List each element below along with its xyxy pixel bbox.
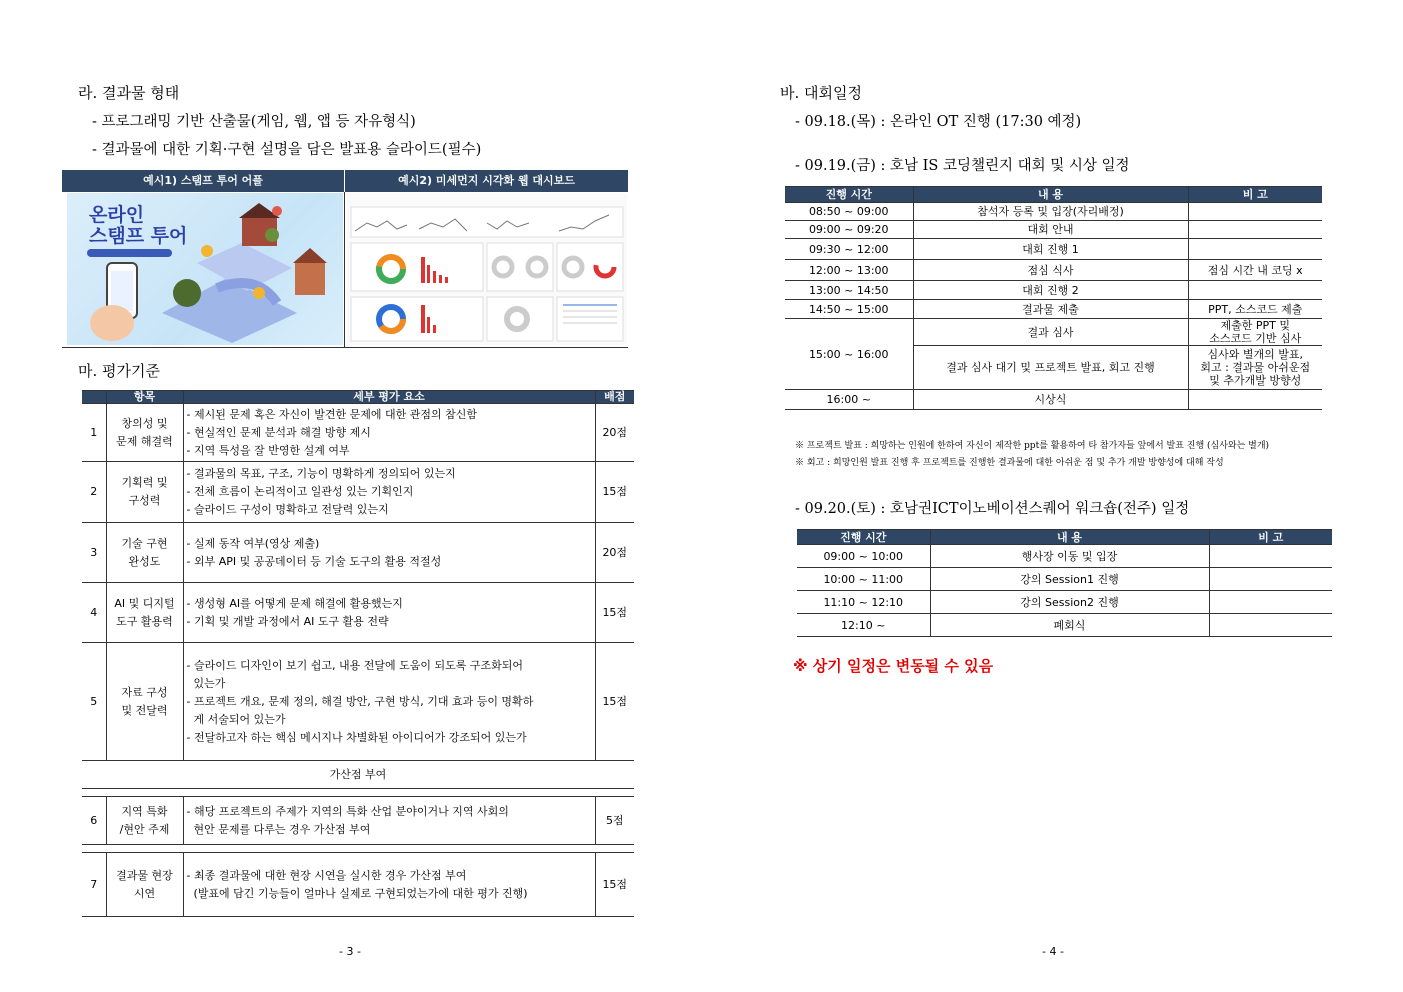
eval-row-item: AI 및 디지털 도구 활용력: [106, 583, 183, 643]
eval-row-no: 2: [82, 462, 106, 523]
sched1-row: 09:00 ~ 09:20 대회 안내: [785, 221, 1322, 239]
eval-row-item: 기획력 및 구성력: [106, 462, 183, 523]
eval-header-score: 배점: [595, 391, 634, 404]
stamp-tour-title-line1: 온라인: [89, 204, 145, 226]
example-bottom-rule: [62, 347, 628, 348]
eval-row-score: 15점: [595, 583, 634, 643]
sched1-row: 13:00 ~ 14:50 대회 진행 2: [785, 281, 1322, 300]
page-number-right: - 4 -: [1042, 945, 1064, 958]
bonus-row-score: 5점: [595, 797, 634, 845]
example2-header: 예시2) 미세먼지 시각화 웹 대시보드: [345, 170, 628, 192]
page-number-left: - 3 -: [339, 945, 361, 958]
eval-row-score: 20점: [595, 523, 634, 583]
bonus-row-details: - 최종 결과물에 대한 현장 시연을 실시한 경우 가산점 부여 (발표에 담긴 기능들이 얼마나 실제로 구현되었는가에 대한 평가 진행): [183, 853, 595, 917]
bonus-row-item: 지역 특화 /현안 주제: [106, 797, 183, 845]
bonus-row-item: 결과물 현장 시연: [106, 853, 183, 917]
eval-row-item: 창의성 및 문제 해결력: [106, 404, 183, 462]
sched2-header-content: 내 용: [930, 530, 1209, 545]
schedule-0920-table: [797, 529, 1332, 637]
sched2-row: 11:10 ~ 12:10 강의 Session2 진행: [797, 591, 1332, 614]
sched1-row: 15:00 ~ 16:00 결과 심사 제출한 PPT 및 소스코드 기반 심사: [785, 319, 1322, 346]
section-ra-title: 라. 결과물 형태: [78, 84, 180, 102]
eval-row-no: 3: [82, 523, 106, 583]
line-0920: - 09.20.(토) : 호남권ICT이노베이션스퀘어 워크숍(전주) 일정: [795, 501, 1190, 517]
eval-row-details: - 결과물의 목표, 구조, 기능이 명확하게 정의되어 있는지 - 전체 흐름이 논리적이고 일관성 있는 기획인지 - 슬라이드 구성이 명확하고 전달력 있는지: [183, 462, 595, 523]
bonus-row: [82, 853, 634, 917]
stamp-tour-app-image: [67, 193, 343, 345]
sched1-row: 09:30 ~ 12:00 대회 진행 1: [785, 239, 1322, 260]
evaluation-table: [82, 390, 634, 917]
sched1-row: 08:50 ~ 09:00 참석자 등록 및 입장(자리배정): [785, 203, 1322, 221]
eval-row-no: 5: [82, 643, 106, 761]
eval-header-detail: 세부 평가 요소: [183, 391, 595, 404]
eval-row-details: - 생성형 AI를 어떻게 문제 해결에 활용했는지 - 기획 및 개발 과정에서 AI 도구 활용 전략: [183, 583, 595, 643]
example1-header: 예시1) 스탬프 투어 어플: [62, 170, 344, 192]
eval-row-score: 15점: [595, 462, 634, 523]
bonus-row-score: 15점: [595, 853, 634, 917]
eval-row: [82, 583, 634, 643]
note-presentation: ※ 프로젝트 발표 : 희망하는 인원에 한하여 자신이 제작한 ppt를 활용하여 타 참가자들 앞에서 발표 진행 (심사와는 별개): [795, 441, 1270, 451]
line-0919: - 09.19.(금) : 호남 IS 코딩챌린지 대회 및 시상 일정: [795, 158, 1130, 174]
sched1-header-note: 비 고: [1188, 187, 1322, 203]
eval-row-no: 4: [82, 583, 106, 643]
example-divider: [344, 192, 345, 347]
bullet-ra-1: - 프로그래밍 기반 산출물(게임, 웹, 앱 등 자유형식): [92, 114, 416, 130]
eval-row-details: - 실제 동작 여부(영상 제출) - 외부 API 및 공공데이터 등 기술 도구의 활용 적절성: [183, 523, 595, 583]
eval-header-no: [82, 391, 106, 404]
note-retrospective: ※ 회고 : 희망인원 발표 진행 후 프로젝트를 진행한 결과물에 대한 아쉬운 점 및 추가 개발 방향성에 대해 작성: [795, 458, 1224, 468]
sched2-row: 10:00 ~ 11:00 강의 Session1 진행: [797, 568, 1332, 591]
section-ba-title: 바. 대회일정: [780, 84, 862, 102]
eval-row: [82, 523, 634, 583]
stamp-tour-title-line2: 스탬프 투어: [89, 225, 188, 247]
bonus-row-details: - 해당 프로젝트의 주제가 지역의 특화 산업 분야이거나 지역 사회의 현안 문제를 다루는 경우 가산점 부여: [183, 797, 595, 845]
sched1-row: 결과 심사 대기 및 프로젝트 발표, 회고 진행 심사와 별개의 발표, 회고 : 결과물 아쉬운점 및 추가개발 방향성: [785, 346, 1322, 390]
sched2-header-note: 비 고: [1209, 530, 1332, 545]
eval-row-details: - 슬라이드 디자인이 보기 쉽고, 내용 전달에 도움이 되도록 구조화되어 있는가 - 프로젝트 개요, 문제 정의, 해결 방안, 구현 방식, 기대 효과 등이 명확하 게 서술되어 있는가 - 전달하고자 하는 핵심 메시지나 차별화된 아이디어가 강조되어 있는가: [183, 643, 595, 761]
sched1-row: 14:50 ~ 15:00 결과물 제출 PPT, 소스코드 제출: [785, 300, 1322, 319]
bonus-title-row: [82, 761, 634, 789]
eval-row-item: 자료 구성 및 전달력: [106, 643, 183, 761]
eval-row: [82, 404, 634, 462]
schedule-change-warning: ※ 상기 일정은 변동될 수 있음: [793, 657, 994, 675]
sched2-header-time: 진행 시간: [797, 530, 930, 545]
bonus-row-no: 6: [82, 797, 106, 845]
bonus-title: 가산점 부여: [82, 761, 634, 789]
section-ma-title: 마. 평가기준: [78, 362, 160, 380]
sched2-row: 12:10 ~ 폐회식: [797, 614, 1332, 637]
eval-row-score: 20점: [595, 404, 634, 462]
bullet-ra-2: - 결과물에 대한 기획·구현 설명을 담은 발표용 슬라이드(필수): [92, 142, 482, 158]
bonus-row: [82, 797, 634, 845]
bonus-row-no: 7: [82, 853, 106, 917]
eval-row-score: 15점: [595, 643, 634, 761]
sched2-row: 09:00 ~ 10:00 행사장 이동 및 입장: [797, 545, 1332, 568]
sched1-row: 12:00 ~ 13:00 점심 식사 점심 시간 내 코딩 x: [785, 260, 1322, 281]
dust-dashboard-image: [347, 193, 627, 345]
sched1-header-content: 내 용: [913, 187, 1188, 203]
eval-row: [82, 643, 634, 761]
sched1-row: 16:00 ~ 시상식: [785, 390, 1322, 410]
eval-row-item: 기술 구현 완성도: [106, 523, 183, 583]
eval-header-item: 항목: [106, 391, 183, 404]
sched1-header-time: 진행 시간: [785, 187, 913, 203]
eval-row-details: - 제시된 문제 혹은 자신이 발견한 문제에 대한 관점의 참신함 - 현실적인 문제 분석과 해결 방향 제시 - 지역 특성을 잘 반영한 설계 여부: [183, 404, 595, 462]
line-0918: - 09.18.(목) : 온라인 OT 진행 (17:30 예정): [795, 114, 1082, 130]
eval-row-no: 1: [82, 404, 106, 462]
eval-row: [82, 462, 634, 523]
schedule-0919-table: [785, 186, 1322, 410]
dashboard-illustration: [347, 193, 627, 345]
